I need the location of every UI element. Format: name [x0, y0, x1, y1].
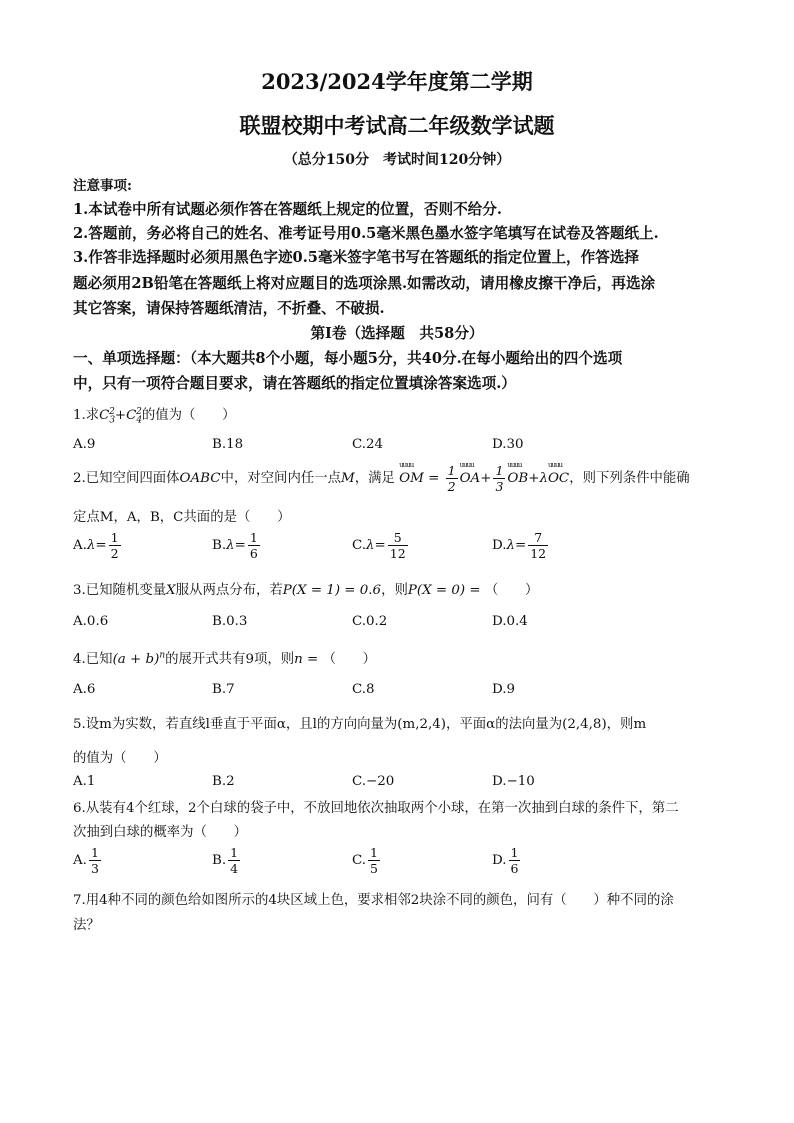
q3-options — [73, 614, 733, 644]
q1-prefix: 1.求 — [73, 408, 100, 423]
question-7-line-1: 7.用4种不同的颜色给如图所示的4块区域上色，要求相邻2块涂不同的颜色，问有（ ）种不同的涂 — [73, 893, 674, 908]
q4-option-a[interactable]: A.6 — [73, 682, 96, 697]
q2-vector-equation: uuuu OM = $\frac{1}{2}$ uuuu OA+ $\frac{1}{3}$ uuuu OB+λuuuu OC — [399, 471, 569, 486]
question-1 — [73, 404, 236, 426]
q2-text-c: ，满足 — [354, 471, 395, 486]
note-item-3: 3.作答非选择题时必须用黑色字迹0.5毫米签字笔书写在答题纸的指定位置上，作答选择 — [73, 249, 640, 266]
q4-options — [73, 682, 733, 712]
q3-target: P(X = 0) = — [407, 583, 485, 598]
question-7-line-2: 法？ — [73, 918, 100, 933]
q2-point: M — [341, 471, 355, 486]
q6-option-c[interactable]: C. $\frac{1}{5}$ — [352, 845, 378, 876]
q6-option-b[interactable]: B. $\frac{1}{4}$ — [212, 845, 239, 876]
q1-option-b[interactable]: B.18 — [212, 437, 244, 452]
q5-option-b[interactable]: B.2 — [212, 774, 235, 789]
q2-option-c[interactable]: C.λ= $\frac{5}{12}$ — [352, 530, 406, 561]
q4-option-b[interactable]: B.7 — [212, 682, 235, 697]
exam-info: （总分150分 考试时间120分钟） — [283, 152, 511, 168]
question-5-line-1: 5.设m为实数，若直线l垂直于平面α，且l的方向向量为(m,2,4)，平面α的法向量为(2,4,8)，则m — [73, 717, 647, 732]
q4-option-d[interactable]: D.9 — [492, 682, 516, 697]
q3-text-d: （ ） — [484, 583, 539, 598]
question-5-line-2: 的值为（ ） — [73, 751, 167, 766]
q4-text-a: 4.已知 — [73, 652, 113, 667]
q2-text-b: 中，对空间内任一点 — [220, 471, 342, 486]
question-6-line-2: 次抽到白球的概率为（ ） — [73, 825, 248, 840]
q1-option-d[interactable]: D.30 — [492, 437, 524, 452]
exam-term-title: 2023/2024学年度第二学期 — [261, 69, 533, 94]
note-item-2: 2.答题前，务必将自己的姓名、准考证号用0.5毫米黑色墨水签字笔填写在试卷及答题纸上. — [73, 225, 659, 242]
q2-options — [73, 530, 733, 570]
q6-options — [73, 845, 733, 885]
note-item-5: 其它答案，请保持答题纸清洁，不折叠、不破损. — [73, 300, 385, 317]
note-item-1: 1.本试卷中所有试题必须作答在答题纸上规定的位置，否则不给分. — [73, 201, 502, 218]
q2-option-d[interactable]: D.λ= $\frac{7}{12}$ — [492, 530, 547, 561]
q5-option-c[interactable]: C.−20 — [352, 774, 395, 789]
q4-n: n = — [294, 652, 323, 667]
q1-suffix: 的值为（ ） — [141, 408, 236, 423]
question-4 — [73, 648, 376, 667]
q1-formula: $C_3^2+C_4^2$ — [99, 406, 143, 426]
q4-expression: $(a + b)^n$ — [112, 650, 166, 667]
q2-tetrahedron: OABC — [179, 471, 221, 486]
question-6-line-1: 6.从装有4个红球，2个白球的袋子中，不放回地依次抽取两个小球，在第一次抽到白球的条件下，第二 — [73, 801, 679, 816]
notes-heading: 注意事项: — [73, 178, 132, 194]
q3-option-a[interactable]: A.0.6 — [73, 614, 109, 629]
question-2-line-1 — [73, 463, 690, 494]
q6-option-a[interactable]: A. $\frac{1}{3}$ — [73, 845, 99, 876]
q1-option-c[interactable]: C.24 — [352, 437, 384, 452]
question-3 — [73, 579, 538, 598]
q4-text-c: （ ） — [322, 652, 377, 667]
q5-option-d[interactable]: D.−10 — [492, 774, 535, 789]
q3-condition: P(X = 1) = 0.6 — [282, 583, 382, 598]
q1-option-a[interactable]: A.9 — [73, 437, 96, 452]
q3-option-c[interactable]: C.0.2 — [352, 614, 388, 629]
q6-option-d[interactable]: D. $\frac{1}{6}$ — [492, 845, 519, 876]
q2-text-d: ，则下列条件中能确 — [569, 471, 690, 486]
q3-option-b[interactable]: B.0.3 — [212, 614, 248, 629]
q3-text-b: 服从两点分布，若 — [175, 583, 283, 598]
q3-text-c: ，则 — [381, 583, 408, 598]
section-instruction-line-1: 一、单项选择题：（本大题共8个小题，每小题5分，共40分.在每小题给出的四个选项 — [73, 350, 623, 367]
section-instruction-line-2: 中，只有一项符合题目要求，请在答题纸的指定位置填涂答案选项.） — [73, 375, 516, 392]
q3-text-a: 3.已知随机变量 — [73, 583, 167, 598]
q4-option-c[interactable]: C.8 — [352, 682, 375, 697]
question-2-line-2: 定点M，A，B，C共面的是（ ） — [73, 510, 291, 525]
note-item-4: 题必须用2B铅笔在答题纸上将对应题目的选项涂黑.如需改动，请用橡皮擦干净后，再选涂 — [73, 275, 656, 292]
q5-option-a[interactable]: A.1 — [73, 774, 96, 789]
section-title: 第Ⅰ卷（选择题 共58分） — [310, 325, 484, 342]
q4-text-b: 的展开式共有9项，则 — [165, 652, 295, 667]
q2-text-a: 2.已知空间四面体 — [73, 471, 180, 486]
q2-option-a[interactable]: A.λ= $\frac{1}{2}$ — [73, 530, 119, 561]
q2-option-b[interactable]: B.λ= $\frac{1}{6}$ — [212, 530, 258, 561]
q3-option-d[interactable]: D.0.4 — [492, 614, 528, 629]
q3-variable: X — [166, 583, 176, 598]
exam-main-title: 联盟校期中考试高二年级数学试题 — [239, 113, 555, 138]
